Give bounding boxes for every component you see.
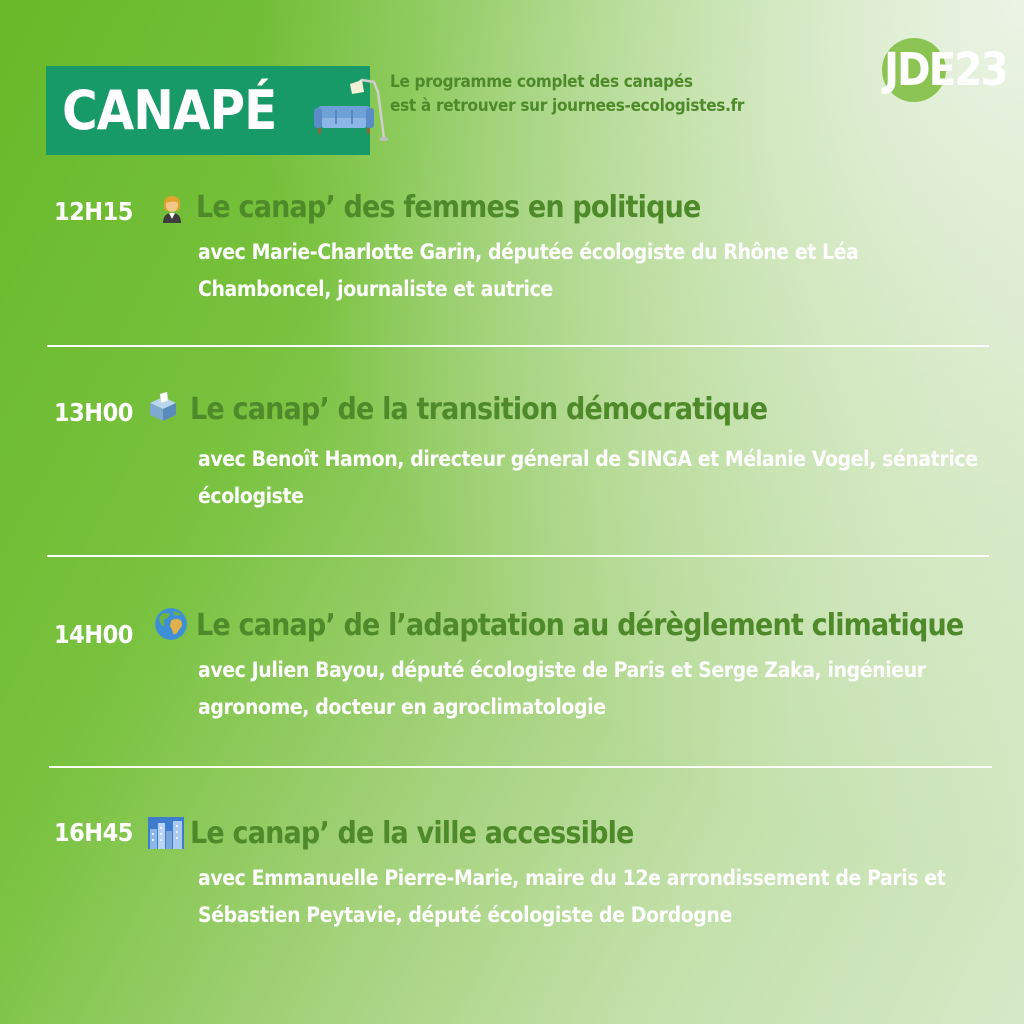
- section-divider: [49, 766, 992, 768]
- session-description: avec Benoît Hamon, directeur géneral de SINGA et Mélanie Vogel, sénatrice écologiste: [198, 447, 978, 508]
- globe-icon: [154, 607, 188, 641]
- session-title: Le canap’ de l’adaptation au dérèglement climatique: [196, 608, 964, 643]
- section-divider: [47, 555, 989, 557]
- logo-text: JDE23: [884, 43, 1007, 96]
- session-title: Le canap’ des femmes en politique: [196, 190, 701, 225]
- header-banner: [46, 66, 370, 155]
- session-title: Le canap’ de la transition démocratique: [190, 392, 768, 427]
- session-title: Le canap’ de la ville accessible: [190, 816, 634, 851]
- woman-office-worker-icon: [157, 193, 187, 223]
- program-note: [390, 70, 744, 118]
- session-time: 12H15: [54, 197, 133, 226]
- sofa-lamp-icon: [314, 78, 388, 142]
- cityscape-icon: [148, 817, 184, 849]
- page-title: CANAPÉ: [62, 78, 277, 142]
- session-time: 14H00: [54, 620, 133, 649]
- program-note-line-1: Le programme complet des canapés: [390, 72, 693, 92]
- section-divider: [47, 345, 989, 347]
- session-description: avec Julien Bayou, député écologiste de Paris et Serge Zaka, ingénieur agronome, docteur en agroclimatologie: [198, 658, 926, 719]
- session-description: avec Emmanuelle Pierre-Marie, maire du 12e arrondissement de Paris et Sébastien Peytavie, député écologiste de Dordogne: [198, 866, 946, 927]
- ballot-box-icon: [148, 392, 178, 422]
- session-description: avec Marie-Charlotte Garin, députée écologiste du Rhône et Léa Chamboncel, journaliste et autrice: [198, 240, 859, 301]
- session-time: 13H00: [54, 398, 133, 427]
- program-note-line-2: est à retrouver sur journees-ecologistes.fr: [390, 96, 745, 116]
- jde23-logo: [882, 38, 1006, 102]
- session-time: 16H45: [54, 818, 133, 847]
